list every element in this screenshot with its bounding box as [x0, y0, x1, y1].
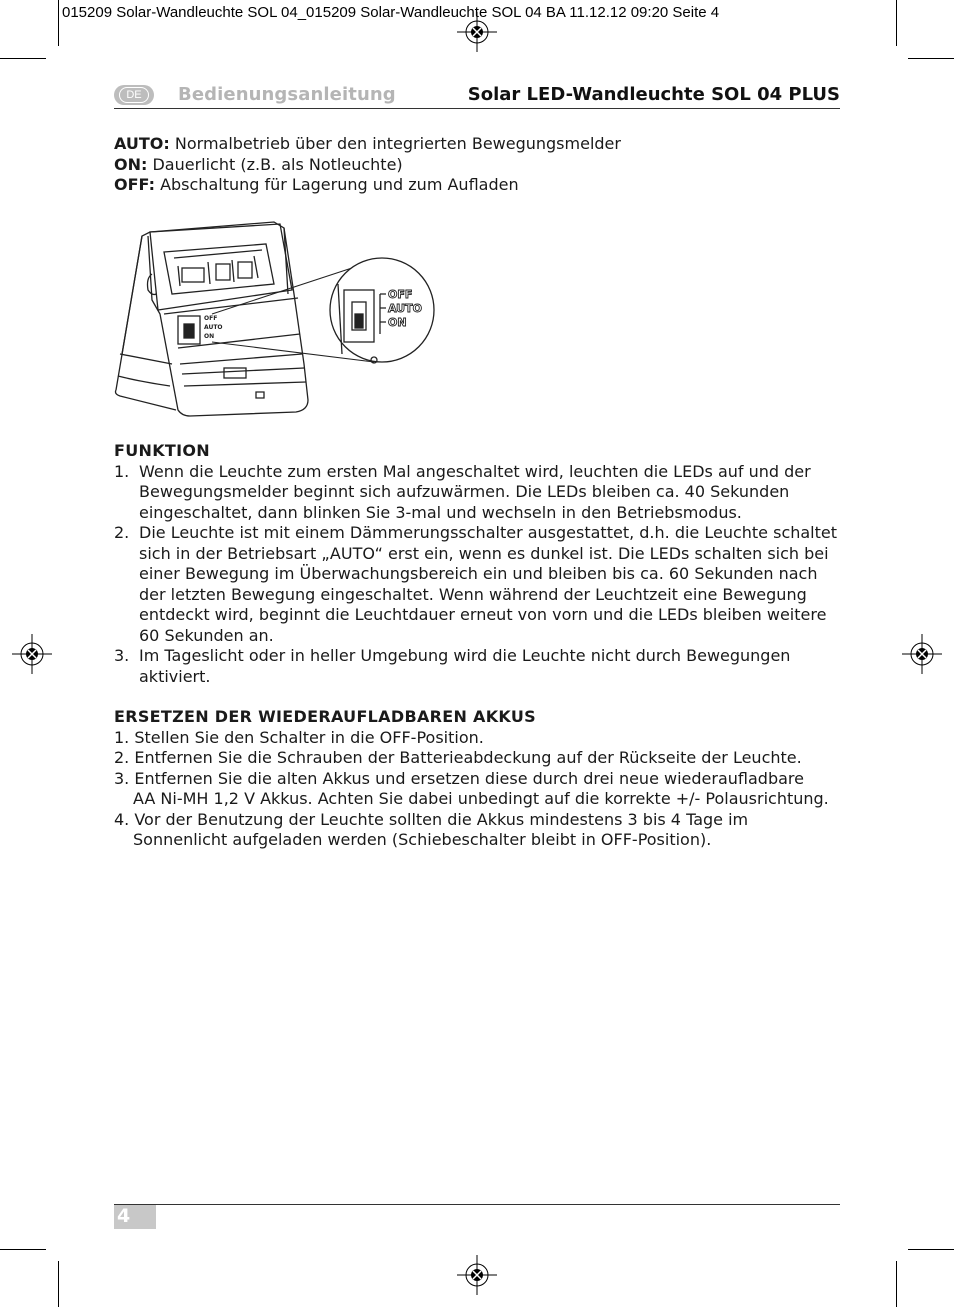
device-switch-illustration [112, 214, 442, 420]
akkus-section [114, 707, 829, 851]
page-number-box [114, 1205, 156, 1229]
language-code: DE [119, 87, 149, 103]
list-item: 1. Stellen Sie den Schalter in die OFF-Position. [114, 727, 484, 747]
svg-text:OFF: OFF [204, 315, 218, 322]
section-label: Bedienungsanleitung [178, 84, 396, 105]
registration-mark-left [12, 634, 52, 674]
switch-modes [114, 134, 621, 196]
switch-label-off: OFF [388, 288, 413, 301]
page-number: 4 [117, 1205, 131, 1227]
registration-mark-bottom [457, 1255, 497, 1295]
funktion-section [114, 441, 837, 687]
list-item: 2. Die Leuchte ist mit einem Dämmerungsschalter ausgestattet, d.h. die Leuchte schaltet sich in der Betriebsart „AUTO“ erst ein, wenn es dunkel ist. Die LEDs schalten sich bei einer Bewegung im Überwachungsbereich ein und bleiben bis ca. 60 Sekunden nach der letzten Bewegung eingeschaltet. Wenn während der Leuchtzeit eine Bewegung entdeckt wird, beginnt die Leuchtdauer erneut von vorn und die LEDs bleiben weitere 60 Sekunden an. [114, 523, 838, 645]
switch-label-auto: AUTO [388, 302, 422, 315]
print-slug-line: 015209 Solar-Wandleuchte SOL 04_015209 Solar-Wandleuchte SOL 04 BA 11.12.12 09:20 Seite 4 [62, 4, 720, 21]
funktion-heading: FUNKTION [114, 441, 210, 460]
switch-label-on: ON [388, 316, 407, 329]
registration-mark-right [902, 634, 942, 674]
list-item: 4. Vor der Benutzung der Leuchte sollten die Akkus mindestens 3 bis 4 Tage im Sonnenlicht aufgeladen werden (Schiebeschalter bleibt in OFF-Position). [114, 809, 749, 849]
svg-text:ON: ON [204, 333, 215, 340]
list-item: 1. Wenn die Leuchte zum ersten Mal angeschaltet wird, leuchten die LEDs auf und der Bewegungsmelder beginnt sich aufzuwärmen. Die LEDs bleiben ca. 40 Sekunden eingeschaltet, dann blinken Sie 3-mal und wechseln in den Betriebsmodus. [114, 461, 811, 522]
header-divider [114, 108, 840, 109]
product-title: Solar LED-Wandleuchte SOL 04 PLUS [467, 84, 840, 105]
mode-on: ON: Dauerlicht (z.B. als Notleuchte) [114, 154, 403, 174]
footer-divider [114, 1204, 840, 1205]
list-item: 3. Im Tageslicht oder in heller Umgebung wird die Leuchte nicht durch Bewegungen aktiviert. [114, 646, 791, 686]
mode-auto: AUTO: Normalbetrieb über den integrierten Bewegungsmelder [114, 134, 621, 153]
list-item: 2. Entfernen Sie die Schrauben der Batterieabdeckung auf der Rückseite der Leuchte. [114, 748, 802, 767]
akkus-heading: ERSETZEN DER WIEDERAUFLADBAREN AKKUS [114, 707, 536, 726]
language-badge [114, 85, 154, 105]
registration-mark-top [457, 12, 497, 52]
list-item: 3. Entfernen Sie die alten Akkus und ersetzen diese durch drei neue wiederaufladbare AA Ni-MH 1,2 V Akkus. Achten Sie dabei unbedingt auf die korrekte +/- Polausrichtung. [114, 768, 829, 808]
svg-text:AUTO: AUTO [204, 324, 223, 331]
mode-off: OFF: Abschaltung für Lagerung und zum Aufladen [114, 175, 519, 194]
